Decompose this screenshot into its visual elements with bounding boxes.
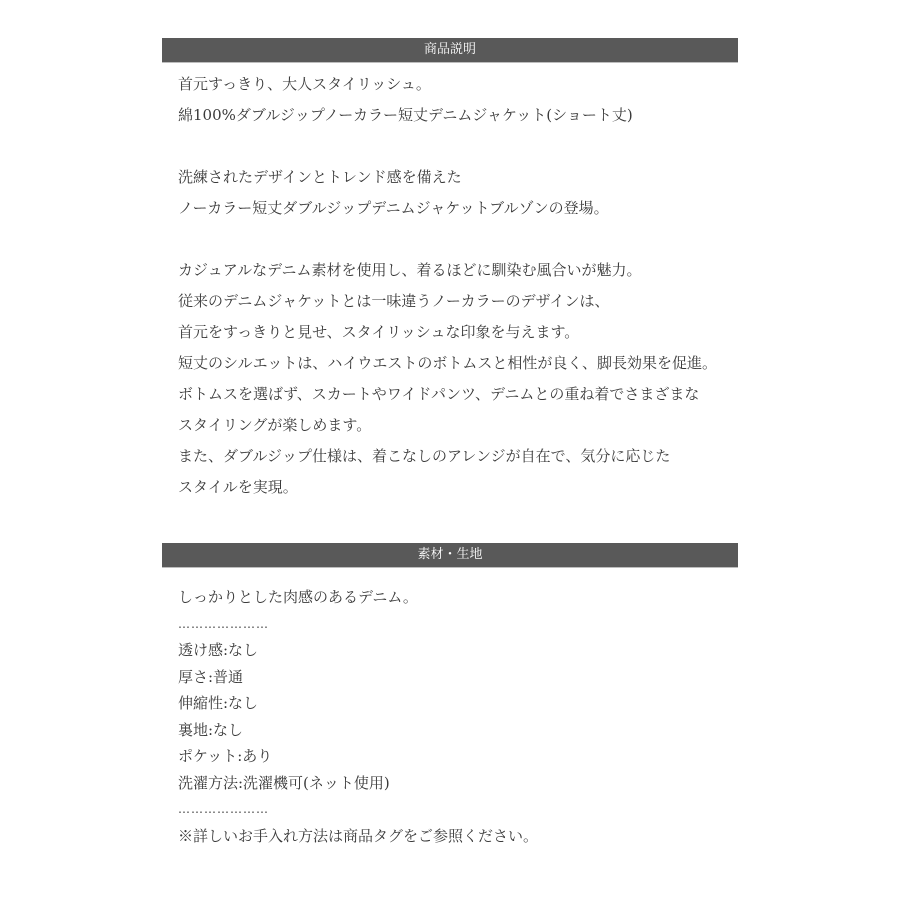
material-body <box>178 584 738 849</box>
desc-line: また、ダブルジップ仕様は、着こなしのアレンジが自在で、気分に応じた <box>178 447 671 465</box>
product-description-body <box>178 69 738 503</box>
spec-thickness: 厚さ:普通 <box>178 667 244 686</box>
spec-pocket: ポケット:あり <box>178 747 273 765</box>
desc-line: スタイルを実現。 <box>178 478 298 496</box>
desc-line: ノーカラー短丈ダブルジップデニムジャケットブルゾンの登場。 <box>178 199 609 217</box>
desc-line: カジュアルなデニム素材を使用し、着るほどに馴染む風合いが魅力。 <box>178 261 642 279</box>
desc-line: 首元すっきり、大人スタイリッシュ。 <box>178 75 431 93</box>
spec-sheerness: 透け感:なし <box>178 641 259 659</box>
desc-blank-line <box>178 224 738 255</box>
spec-lining: 裏地:なし <box>178 720 244 739</box>
care-note: ※詳しいお手入れ方法は商品タグをご参照ください。 <box>178 826 539 845</box>
dotted-separator: ………………… <box>178 802 269 816</box>
desc-blank-line <box>178 131 738 162</box>
spec-stretch: 伸縮性:なし <box>178 694 259 712</box>
desc-line: 洗練されたデザインとトレンド感を備えた <box>178 168 462 186</box>
spec-washing: 洗濯方法:洗濯機可(ネット使用) <box>178 773 390 792</box>
desc-line: 首元をすっきりと見せ、スタイリッシュな印象を与えます。 <box>178 323 580 341</box>
desc-line: 従来のデニムジャケットとは一味違うノーカラーのデザインは、 <box>178 292 610 310</box>
dotted-separator: ………………… <box>178 616 269 631</box>
desc-line: ボトムスを選ばず、スカートやワイドパンツ、デニムとの重ね着でさまざまな <box>178 385 700 403</box>
material-intro: しっかりとした肉感のあるデニム。 <box>178 588 418 606</box>
product-description-header: 商品説明 <box>162 38 738 63</box>
desc-line: スタイリングが楽しめます。 <box>178 416 372 434</box>
desc-line: 短丈のシルエットは、ハイウエストのボトムスと相性が良く、脚長効果を促進。 <box>178 354 718 372</box>
material-header: 素材・生地 <box>162 543 738 568</box>
desc-line: 綿100%ダブルジップノーカラー短丈デニムジャケット(ショート丈) <box>178 106 633 124</box>
